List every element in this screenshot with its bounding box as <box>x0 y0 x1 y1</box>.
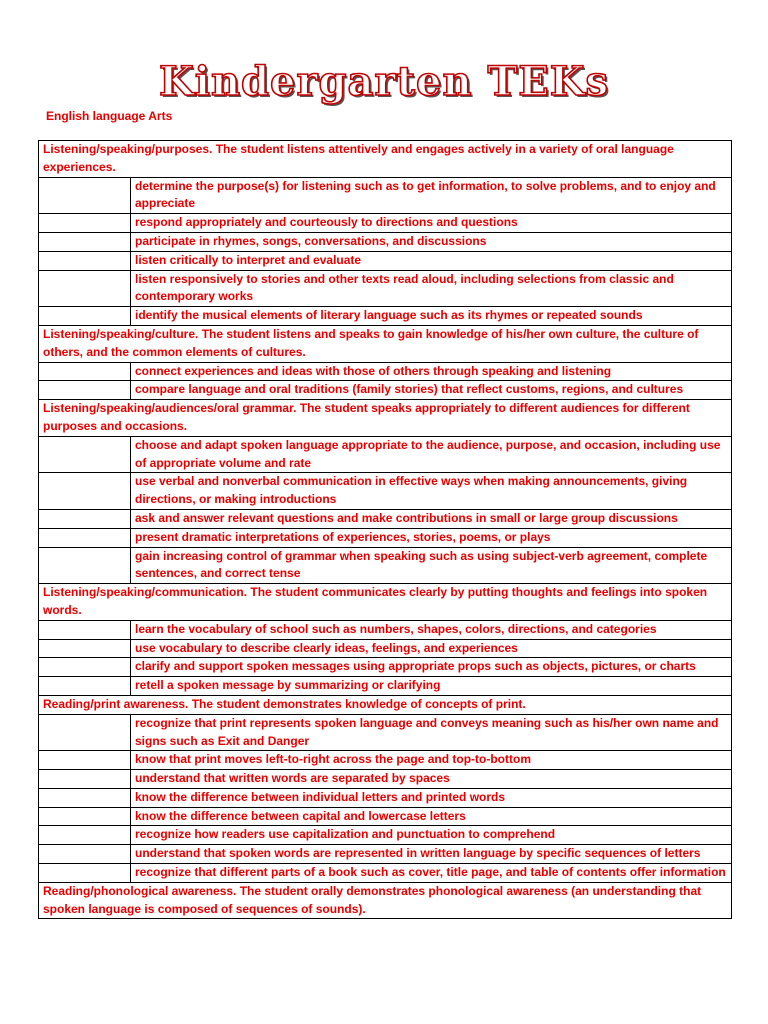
standard-text: understand that written words are separated by spaces <box>131 770 732 789</box>
standard-row <box>39 177 732 214</box>
section-heading-row <box>39 325 732 362</box>
standard-text: use vocabulary to describe clearly ideas, feelings, and experiences <box>131 639 732 658</box>
section-heading: Reading/print awareness. The student demonstrates knowledge of concepts of print. <box>39 695 732 714</box>
blank-cell <box>39 473 131 510</box>
standard-text: respond appropriately and courteously to directions and questions <box>131 214 732 233</box>
blank-cell <box>39 547 131 584</box>
section-heading-row <box>39 695 732 714</box>
teks-table <box>38 140 732 919</box>
section-heading: Listening/speaking/communication. The student communicates clearly by putting thoughts and feelings into spoken words. <box>39 584 732 621</box>
blank-cell <box>39 214 131 233</box>
section-heading: Listening/speaking/purposes. The student listens attentively and engages actively in a variety of oral language experiences. <box>39 141 732 178</box>
blank-cell <box>39 864 131 883</box>
standard-row <box>39 214 732 233</box>
blank-cell <box>39 770 131 789</box>
blank-cell <box>39 751 131 770</box>
section-heading-row <box>39 584 732 621</box>
standard-text: clarify and support spoken messages using appropriate props such as objects, pictures, or charts <box>131 658 732 677</box>
standard-text: compare language and oral traditions (family stories) that reflect customs, regions, and cultures <box>131 381 732 400</box>
standard-row <box>39 620 732 639</box>
standard-row <box>39 436 732 473</box>
standard-row <box>39 845 732 864</box>
standard-text: learn the vocabulary of school such as numbers, shapes, colors, directions, and categories <box>131 620 732 639</box>
teks-table-body <box>39 141 732 919</box>
standard-text: listen responsively to stories and other texts read aloud, including selections from classic and contemporary works <box>131 270 732 307</box>
blank-cell <box>39 714 131 751</box>
blank-cell <box>39 270 131 307</box>
blank-cell <box>39 826 131 845</box>
blank-cell <box>39 677 131 696</box>
standard-row <box>39 509 732 528</box>
standard-text: listen critically to interpret and evaluate <box>131 251 732 270</box>
blank-cell <box>39 639 131 658</box>
blank-cell <box>39 381 131 400</box>
blank-cell <box>39 845 131 864</box>
section-heading: Reading/phonological awareness. The student orally demonstrates phonological awareness (an understanding that spoken language is composed of sequences of sounds). <box>39 882 732 919</box>
blank-cell <box>39 807 131 826</box>
standard-text: participate in rhymes, songs, conversations, and discussions <box>131 232 732 251</box>
standard-row <box>39 639 732 658</box>
standard-row <box>39 807 732 826</box>
section-heading: Listening/speaking/audiences/oral grammar. The student speaks appropriately to different audiences for different purposes and occasions. <box>39 400 732 437</box>
blank-cell <box>39 658 131 677</box>
standard-row <box>39 473 732 510</box>
standard-row <box>39 547 732 584</box>
standard-row <box>39 528 732 547</box>
blank-cell <box>39 307 131 326</box>
standard-text: connect experiences and ideas with those of others through speaking and listening <box>131 362 732 381</box>
blank-cell <box>39 177 131 214</box>
standard-row <box>39 864 732 883</box>
standard-text: recognize that print represents spoken language and conveys meaning such as his/her own name and signs such as Exit and Danger <box>131 714 732 751</box>
blank-cell <box>39 362 131 381</box>
standard-row <box>39 251 732 270</box>
standard-row <box>39 658 732 677</box>
standard-row <box>39 270 732 307</box>
standard-text: know the difference between capital and lowercase letters <box>131 807 732 826</box>
blank-cell <box>39 528 131 547</box>
standard-text: retell a spoken message by summarizing or clarifying <box>131 677 732 696</box>
blank-cell <box>39 620 131 639</box>
standard-text: present dramatic interpretations of experiences, stories, poems, or plays <box>131 528 732 547</box>
standard-text: know the difference between individual letters and printed words <box>131 788 732 807</box>
standard-row <box>39 232 732 251</box>
standard-text: determine the purpose(s) for listening such as to get information, to solve problems, and to enjoy and appreciate <box>131 177 732 214</box>
blank-cell <box>39 232 131 251</box>
blank-cell <box>39 509 131 528</box>
blank-cell <box>39 436 131 473</box>
blank-cell <box>39 788 131 807</box>
standard-row <box>39 677 732 696</box>
page-title: Kindergarten TEKs <box>159 58 609 105</box>
section-heading-row <box>39 400 732 437</box>
standard-text: know that print moves left-to-right across the page and top-to-bottom <box>131 751 732 770</box>
standard-row <box>39 826 732 845</box>
standard-text: recognize how readers use capitalization and punctuation to comprehend <box>131 826 732 845</box>
standard-text: choose and adapt spoken language appropriate to the audience, purpose, and occasion, including use of appropriate volume and rate <box>131 436 732 473</box>
standard-row <box>39 751 732 770</box>
subject-label: English language Arts <box>46 109 173 123</box>
section-heading-row <box>39 882 732 919</box>
standard-row <box>39 307 732 326</box>
standard-row <box>39 770 732 789</box>
section-heading-row <box>39 141 732 178</box>
standard-text: use verbal and nonverbal communication in effective ways when making announcements, giving directions, or making introductions <box>131 473 732 510</box>
standard-text: ask and answer relevant questions and make contributions in small or large group discussions <box>131 509 732 528</box>
standard-row <box>39 714 732 751</box>
standard-text: understand that spoken words are represented in written language by specific sequences of letters <box>131 845 732 864</box>
standard-text: gain increasing control of grammar when speaking such as using subject-verb agreement, complete sentences, and correct tense <box>131 547 732 584</box>
standard-text: recognize that different parts of a book such as cover, title page, and table of contents offer information <box>131 864 732 883</box>
standard-text: identify the musical elements of literary language such as its rhymes or repeated sounds <box>131 307 732 326</box>
standard-row <box>39 362 732 381</box>
standard-row <box>39 788 732 807</box>
blank-cell <box>39 251 131 270</box>
standard-row <box>39 381 732 400</box>
section-heading: Listening/speaking/culture. The student listens and speaks to gain knowledge of his/her own culture, the culture of others, and the common elements of cultures. <box>39 325 732 362</box>
